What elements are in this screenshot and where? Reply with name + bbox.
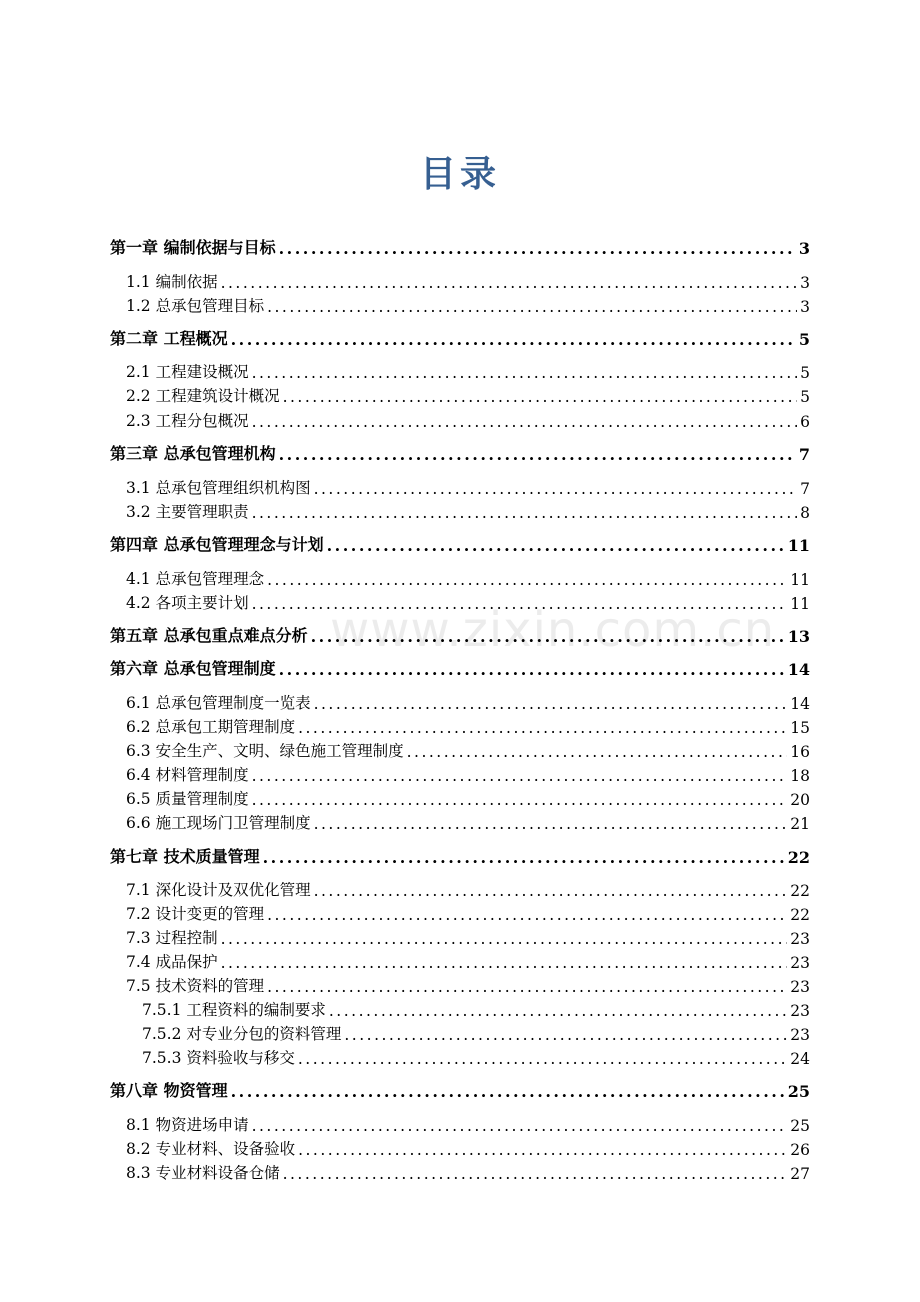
toc-dot-leader	[314, 882, 788, 900]
toc-dot-leader	[314, 480, 798, 498]
toc-entry-title: 第八章 物资管理	[110, 1081, 228, 1100]
toc-dot-leader	[267, 978, 787, 996]
toc-entry[interactable]	[126, 589, 810, 613]
toc-entry-title: 3.2 主要管理职责	[126, 503, 249, 521]
toc-entry-title: 7.4 成品保护	[126, 953, 218, 971]
toc-entry-page-number: 21	[790, 815, 810, 833]
toc-entry-title: 6.6 施工现场门卫管理制度	[126, 814, 311, 832]
toc-entry-title: 4.2 各项主要计划	[126, 594, 249, 612]
toc-entry[interactable]	[126, 761, 810, 785]
toc-entry[interactable]	[110, 1077, 810, 1101]
toc-entry[interactable]	[142, 996, 810, 1020]
toc-entry-page-number: 22	[790, 882, 810, 900]
toc-entry-page-number: 16	[790, 743, 810, 761]
toc-dot-leader	[263, 848, 785, 867]
toc-entry-title: 2.1 工程建设概况	[126, 363, 249, 381]
toc-entry[interactable]	[126, 382, 810, 406]
toc-dot-leader	[252, 767, 788, 785]
toc-dot-leader	[283, 1165, 788, 1183]
toc-entry-title: 第二章 工程概况	[110, 329, 228, 348]
toc-entry-page-number: 22	[790, 906, 810, 924]
toc-entry-page-number: 23	[790, 1002, 810, 1020]
toc-entry[interactable]	[110, 655, 810, 679]
toc-entry-page-number: 3	[800, 274, 810, 292]
toc-dot-leader	[298, 1050, 787, 1068]
toc-dot-leader	[221, 954, 788, 972]
toc-entry[interactable]	[126, 498, 810, 522]
toc-entry-page-number: 27	[790, 1165, 810, 1183]
toc-entry-page-number: 5	[798, 330, 810, 349]
toc-entry-page-number: 8	[800, 504, 810, 522]
toc-dot-leader	[221, 930, 788, 948]
toc-entry-title: 7.5.3 资料验收与移交	[142, 1049, 295, 1067]
toc-dot-leader	[298, 1141, 787, 1159]
toc-entry-title: 4.1 总承包管理理念	[126, 570, 265, 588]
toc-entry-page-number: 18	[790, 767, 810, 785]
toc-entry[interactable]	[126, 972, 810, 996]
toc-entry[interactable]	[110, 325, 810, 349]
toc-dot-leader	[407, 743, 788, 761]
toc-entry-page-number: 3	[798, 239, 810, 258]
toc-entry-title: 第三章 总承包管理机构	[110, 444, 276, 463]
toc-entry-title: 6.1 总承包管理制度一览表	[126, 694, 311, 712]
toc-dot-leader	[252, 791, 788, 809]
toc-entry-page-number: 23	[790, 930, 810, 948]
toc-dot-leader	[314, 815, 788, 833]
toc-entry-title: 8.1 物资进场申请	[126, 1116, 249, 1134]
toc-dot-leader	[252, 1117, 788, 1135]
toc-entry[interactable]	[142, 1044, 810, 1068]
toc-entry[interactable]	[126, 474, 810, 498]
toc-entry[interactable]	[126, 268, 810, 292]
toc-dot-leader	[298, 719, 787, 737]
toc-entry-page-number: 25	[790, 1117, 810, 1135]
toc-entry-page-number: 7	[798, 445, 810, 464]
toc-dot-leader	[279, 445, 796, 464]
toc-entry-page-number: 15	[790, 719, 810, 737]
toc-entry-page-number: 14	[787, 660, 810, 679]
toc-entry-page-number: 14	[790, 695, 810, 713]
toc-dot-leader	[252, 595, 788, 613]
toc-entry-page-number: 26	[790, 1141, 810, 1159]
toc-entry-title: 第一章 编制依据与目标	[110, 238, 276, 257]
toc-entry[interactable]	[126, 924, 810, 948]
toc-entry-page-number: 5	[800, 388, 810, 406]
toc-entry[interactable]	[126, 737, 810, 761]
toc-entry-title: 第七章 技术质量管理	[110, 847, 260, 866]
toc-entry[interactable]	[126, 900, 810, 924]
toc-entry[interactable]	[126, 358, 810, 382]
toc-entry-page-number: 7	[800, 480, 810, 498]
toc-entry-title: 1.2 总承包管理目标	[126, 297, 265, 315]
toc-entry-title: 6.5 质量管理制度	[126, 790, 249, 808]
toc-entry[interactable]	[126, 948, 810, 972]
toc-dot-leader	[311, 627, 785, 646]
toc-entry-title: 7.5.2 对专业分包的资料管理	[142, 1025, 342, 1043]
toc-dot-leader	[252, 364, 798, 382]
toc-entry-title: 2.2 工程建筑设计概况	[126, 387, 280, 405]
toc-entry-title: 6.4 材料管理制度	[126, 766, 249, 784]
toc-entry-page-number: 24	[790, 1050, 810, 1068]
toc-entry-title: 3.1 总承包管理组织机构图	[126, 479, 311, 497]
toc-entry[interactable]	[126, 1159, 810, 1183]
toc-dot-leader	[252, 504, 798, 522]
toc-dot-leader	[267, 571, 787, 589]
toc-entry-page-number: 23	[790, 954, 810, 972]
page-title: 目录	[419, 153, 500, 195]
toc-entry[interactable]	[110, 622, 810, 646]
toc-entry-title: 8.3 专业材料设备仓储	[126, 1164, 280, 1182]
toc-entry-title: 第六章 总承包管理制度	[110, 659, 276, 678]
toc-entry[interactable]	[126, 689, 810, 713]
toc-entry-page-number: 23	[790, 1026, 810, 1044]
toc-entry[interactable]	[126, 1135, 810, 1159]
toc-entry[interactable]	[126, 1111, 810, 1135]
toc-entry[interactable]	[126, 809, 810, 833]
toc-dot-leader	[267, 906, 787, 924]
watermark: www.zixin.com.cn	[330, 602, 776, 658]
toc-entry-page-number: 11	[787, 536, 810, 555]
toc-entry-title: 1.1 编制依据	[126, 273, 218, 291]
toc-entry[interactable]	[126, 876, 810, 900]
toc-dot-leader	[329, 1002, 787, 1020]
toc-dot-leader	[344, 1026, 787, 1044]
toc-entry-title: 7.1 深化设计及双优化管理	[126, 881, 311, 899]
toc-entry-page-number: 25	[787, 1082, 810, 1101]
toc-dot-leader	[231, 330, 796, 349]
toc-entry[interactable]	[126, 407, 810, 431]
toc-entry-title: 第五章 总承包重点难点分析	[110, 626, 308, 645]
toc-entry-title: 6.3 安全生产、文明、绿色施工管理制度	[126, 742, 404, 760]
toc-entry-page-number: 11	[790, 571, 810, 589]
toc-dot-leader	[221, 274, 798, 292]
toc-entry-title: 第四章 总承包管理理念与计划	[110, 535, 324, 554]
toc-entry-title: 7.2 设计变更的管理	[126, 905, 265, 923]
toc-dot-leader	[283, 388, 798, 406]
toc-entry[interactable]	[126, 292, 810, 316]
toc-entry-page-number: 13	[787, 627, 810, 646]
toc-dot-leader	[279, 239, 796, 258]
toc-entry-page-number: 20	[790, 791, 810, 809]
toc-entry-title: 7.5.1 工程资料的编制要求	[142, 1001, 326, 1019]
toc-entry[interactable]	[110, 843, 810, 867]
toc-dot-leader	[279, 660, 785, 679]
toc-dot-leader	[231, 1082, 785, 1101]
toc-dot-leader	[252, 413, 798, 431]
toc-entry-title: 2.3 工程分包概况	[126, 412, 249, 430]
toc-dot-leader	[327, 536, 785, 555]
toc-entry-page-number: 5	[800, 364, 810, 382]
toc-entry[interactable]	[110, 234, 810, 258]
toc-entry-title: 8.2 专业材料、设备验收	[126, 1140, 296, 1158]
toc-dot-leader	[267, 298, 797, 316]
toc-entry[interactable]	[110, 440, 810, 464]
toc-entry-title: 7.5 技术资料的管理	[126, 977, 265, 995]
toc-entry-page-number: 22	[787, 848, 810, 867]
toc-entry-page-number: 6	[800, 413, 810, 431]
toc-entry-title: 6.2 总承包工期管理制度	[126, 718, 296, 736]
toc-entry-page-number: 11	[790, 595, 810, 613]
toc-entry-page-number: 23	[790, 978, 810, 996]
toc-entry[interactable]	[110, 531, 810, 555]
toc-entry[interactable]	[126, 713, 810, 737]
toc-entry[interactable]	[126, 565, 810, 589]
toc-entry[interactable]	[126, 785, 810, 809]
toc-entry[interactable]	[142, 1020, 810, 1044]
toc-entry-page-number: 3	[800, 298, 810, 316]
toc-dot-leader	[314, 695, 788, 713]
toc-entry-title: 7.3 过程控制	[126, 929, 218, 947]
